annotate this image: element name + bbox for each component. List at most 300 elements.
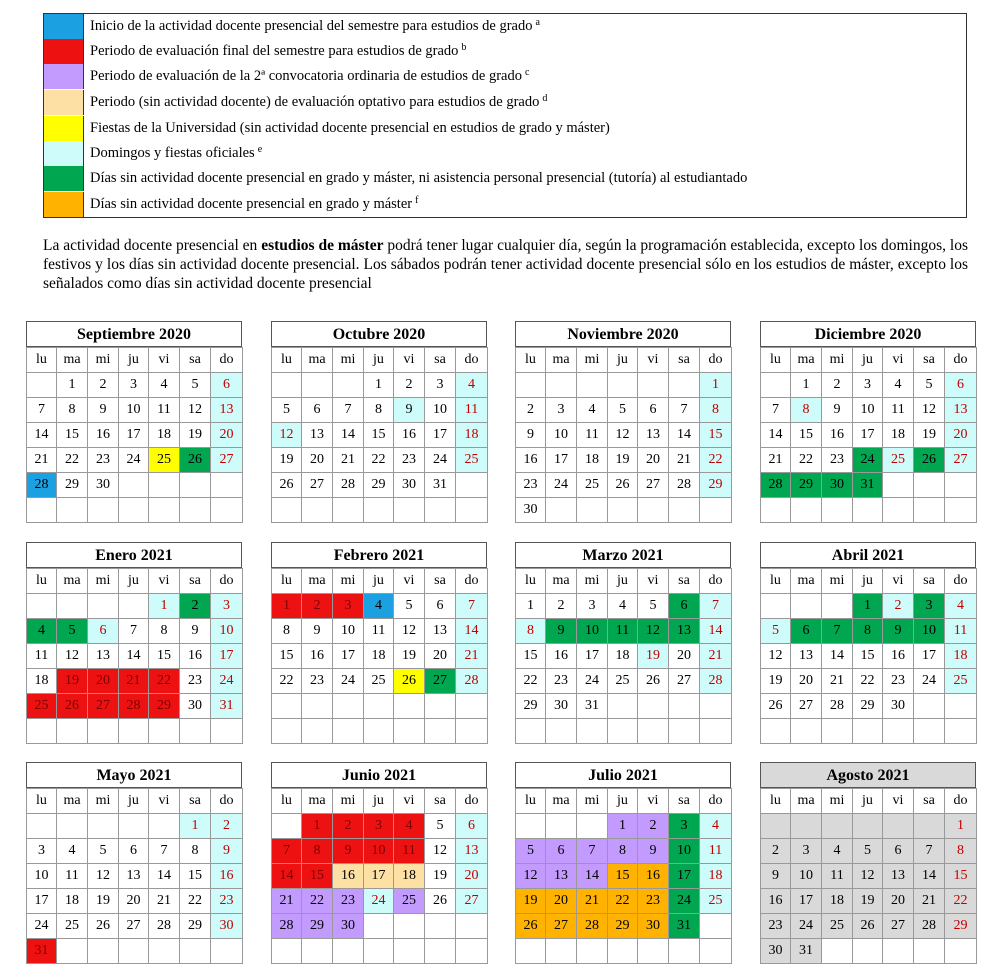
day-cell: 14 (271, 863, 302, 889)
empty-day-cell (455, 472, 488, 498)
day-cell: 26 (179, 447, 211, 473)
day-cell: 28 (913, 913, 945, 939)
day-cell: 1 (699, 372, 732, 398)
empty-day-cell (87, 813, 119, 839)
day-cell: 17 (363, 863, 394, 889)
day-cell: 13 (87, 643, 119, 669)
day-cell: 3 (913, 593, 945, 619)
legend-item (44, 166, 966, 191)
top-cropped-heading (0, 0, 1000, 8)
day-cell: 16 (545, 643, 577, 669)
day-cell: 23 (760, 913, 791, 939)
empty-day-cell (913, 813, 945, 839)
day-cell: 25 (148, 447, 180, 473)
month-calendar (271, 762, 487, 940)
day-cell: 16 (179, 643, 211, 669)
empty-day-cell (424, 913, 456, 939)
weekday-header: mi (576, 788, 608, 814)
day-cell: 23 (882, 668, 914, 694)
day-cell: 16 (515, 447, 546, 473)
month-title: Diciembre 2020 (760, 321, 976, 347)
day-cell: 1 (790, 372, 822, 398)
weekday-header: mi (821, 347, 853, 373)
weekday-header: ju (118, 568, 149, 594)
weekday-header: do (210, 788, 243, 814)
day-cell: 29 (944, 913, 977, 939)
day-cell: 6 (790, 618, 822, 644)
day-cell: 25 (56, 913, 88, 939)
day-cell: 23 (393, 447, 425, 473)
day-cell: 26 (607, 472, 638, 498)
weekday-header: vi (637, 568, 669, 594)
day-cell: 25 (455, 447, 488, 473)
day-cell: 24 (668, 888, 700, 914)
day-cell: 16 (882, 643, 914, 669)
day-cell: 27 (668, 668, 700, 694)
empty-day-cell (455, 693, 488, 719)
empty-day-cell (332, 497, 364, 523)
day-cell: 2 (179, 593, 211, 619)
weekday-header: do (210, 347, 243, 373)
empty-day-cell (26, 813, 57, 839)
legend-footnote-mark: e (257, 144, 263, 155)
day-cell: 11 (363, 618, 394, 644)
weekday-header: sa (179, 347, 211, 373)
day-cell: 20 (210, 422, 243, 448)
day-cell: 10 (790, 863, 822, 889)
month-calendar (760, 762, 976, 958)
day-cell: 22 (179, 888, 211, 914)
weekday-header: sa (668, 347, 700, 373)
legend-label (90, 120, 610, 137)
day-cell: 17 (576, 643, 608, 669)
empty-day-cell (576, 813, 608, 839)
weekday-header: sa (913, 788, 945, 814)
day-cell: 27 (87, 693, 119, 719)
weekday-header: do (210, 568, 243, 594)
weekday-header: mi (821, 568, 853, 594)
day-cell: 30 (210, 913, 243, 939)
day-cell: 26 (87, 913, 119, 939)
day-cell: 9 (637, 838, 669, 864)
empty-day-cell (944, 938, 977, 964)
empty-day-cell (56, 813, 88, 839)
weekday-header: ma (545, 568, 577, 594)
day-cell: 7 (668, 397, 700, 423)
day-cell: 17 (913, 643, 945, 669)
day-cell: 29 (790, 472, 822, 498)
empty-day-cell (637, 497, 669, 523)
day-cell: 9 (301, 618, 333, 644)
day-cell: 4 (363, 593, 394, 619)
empty-day-cell (545, 938, 577, 964)
day-cell: 18 (576, 447, 608, 473)
legend-label (90, 43, 466, 60)
day-cell: 6 (545, 838, 577, 864)
empty-day-cell (148, 813, 180, 839)
day-cell: 18 (393, 863, 425, 889)
day-cell: 18 (607, 643, 638, 669)
day-cell: 3 (363, 813, 394, 839)
day-cell: 27 (637, 472, 669, 498)
day-cell: 30 (393, 472, 425, 498)
month-calendar (26, 321, 242, 499)
legend-footnote-mark: f (415, 195, 419, 206)
day-cell: 30 (821, 472, 853, 498)
day-cell: 30 (882, 693, 914, 719)
empty-day-cell (882, 497, 914, 523)
day-cell: 26 (637, 668, 669, 694)
day-cell: 18 (148, 422, 180, 448)
day-cell: 19 (607, 447, 638, 473)
day-cell: 5 (87, 838, 119, 864)
empty-day-cell (852, 813, 883, 839)
day-cell: 24 (363, 888, 394, 914)
day-cell: 10 (363, 838, 394, 864)
day-cell: 3 (424, 372, 456, 398)
day-cell: 26 (852, 913, 883, 939)
empty-day-cell (668, 938, 700, 964)
legend-footnote-mark: b (461, 42, 467, 53)
legend-label (90, 145, 262, 162)
master-note (43, 236, 968, 293)
day-cell: 19 (271, 447, 302, 473)
weekday-header: mi (87, 568, 119, 594)
day-cell: 23 (87, 447, 119, 473)
weekday-header: ju (607, 568, 638, 594)
weekday-header: sa (913, 347, 945, 373)
empty-day-cell (393, 693, 425, 719)
empty-day-cell (576, 718, 608, 744)
day-cell: 22 (607, 888, 638, 914)
day-cell: 15 (179, 863, 211, 889)
day-cell: 11 (56, 863, 88, 889)
empty-day-cell (668, 372, 700, 398)
weekday-header: ma (301, 568, 333, 594)
empty-day-cell (363, 718, 394, 744)
empty-day-cell (760, 497, 791, 523)
day-cell: 5 (913, 372, 945, 398)
day-cell: 20 (87, 668, 119, 694)
day-cell: 21 (455, 643, 488, 669)
empty-day-cell (944, 693, 977, 719)
day-cell: 2 (210, 813, 243, 839)
empty-day-cell (699, 913, 732, 939)
day-cell: 27 (545, 913, 577, 939)
weekday-header: ju (118, 347, 149, 373)
day-cell: 7 (455, 593, 488, 619)
empty-day-cell (760, 593, 791, 619)
weekday-header: vi (393, 788, 425, 814)
day-cell: 22 (852, 668, 883, 694)
note-text-bold: estudios de máster (261, 237, 384, 254)
day-cell: 16 (821, 422, 853, 448)
day-cell: 24 (424, 447, 456, 473)
day-cell: 19 (852, 888, 883, 914)
day-cell: 5 (424, 813, 456, 839)
day-cell: 6 (944, 372, 977, 398)
empty-day-cell (271, 813, 302, 839)
month-title: Febrero 2021 (271, 542, 487, 568)
day-cell: 25 (944, 668, 977, 694)
weekday-header: ma (790, 347, 822, 373)
day-cell: 11 (821, 863, 853, 889)
day-cell: 4 (944, 593, 977, 619)
empty-day-cell (515, 938, 546, 964)
day-cell: 25 (882, 447, 914, 473)
day-cell: 17 (790, 888, 822, 914)
day-cell: 10 (852, 397, 883, 423)
empty-day-cell (455, 913, 488, 939)
empty-day-cell (760, 813, 791, 839)
day-cell: 9 (882, 618, 914, 644)
empty-day-cell (271, 372, 302, 398)
legend-swatch (44, 14, 84, 39)
day-cell: 24 (576, 668, 608, 694)
day-cell: 26 (393, 668, 425, 694)
legend-swatch (44, 166, 84, 191)
day-cell: 20 (637, 447, 669, 473)
weekday-header: ju (363, 568, 394, 594)
day-cell: 19 (56, 668, 88, 694)
day-cell: 28 (576, 913, 608, 939)
empty-day-cell (882, 938, 914, 964)
day-cell: 15 (944, 863, 977, 889)
day-cell: 3 (545, 397, 577, 423)
empty-day-cell (699, 497, 732, 523)
day-cell: 26 (424, 888, 456, 914)
empty-day-cell (607, 718, 638, 744)
day-cell: 26 (760, 693, 791, 719)
day-cell: 21 (668, 447, 700, 473)
day-cell: 23 (210, 888, 243, 914)
day-cell: 30 (545, 693, 577, 719)
empty-day-cell (455, 497, 488, 523)
day-cell: 29 (852, 693, 883, 719)
day-cell: 6 (455, 813, 488, 839)
weekday-header: lu (515, 568, 546, 594)
day-cell: 31 (668, 913, 700, 939)
month-title: Octubre 2020 (271, 321, 487, 347)
empty-day-cell (944, 718, 977, 744)
day-cell: 28 (699, 668, 732, 694)
empty-day-cell (424, 693, 456, 719)
weekday-header: do (699, 788, 732, 814)
day-cell: 8 (699, 397, 732, 423)
day-cell: 24 (913, 668, 945, 694)
day-cell: 14 (148, 863, 180, 889)
day-cell: 12 (424, 838, 456, 864)
day-cell: 2 (87, 372, 119, 398)
day-cell: 14 (913, 863, 945, 889)
day-cell: 18 (363, 643, 394, 669)
day-cell: 13 (118, 863, 149, 889)
day-cell: 8 (179, 838, 211, 864)
month-calendar (760, 542, 976, 720)
day-cell: 21 (271, 888, 302, 914)
day-cell: 27 (944, 447, 977, 473)
day-cell: 15 (363, 422, 394, 448)
day-cell: 5 (515, 838, 546, 864)
weekday-header: vi (882, 788, 914, 814)
day-cell: 5 (271, 397, 302, 423)
legend-item (44, 39, 966, 64)
day-cell: 29 (515, 693, 546, 719)
day-cell: 7 (332, 397, 364, 423)
weekday-header: lu (515, 788, 546, 814)
day-cell: 2 (515, 397, 546, 423)
day-cell: 12 (607, 422, 638, 448)
empty-day-cell (332, 693, 364, 719)
day-cell: 26 (271, 472, 302, 498)
weekday-header: ju (363, 347, 394, 373)
empty-day-cell (271, 938, 302, 964)
day-cell: 21 (821, 668, 853, 694)
day-cell: 7 (118, 618, 149, 644)
day-cell: 27 (210, 447, 243, 473)
day-cell: 8 (56, 397, 88, 423)
empty-day-cell (637, 693, 669, 719)
day-cell: 1 (148, 593, 180, 619)
day-cell: 2 (760, 838, 791, 864)
empty-day-cell (637, 938, 669, 964)
day-cell: 29 (301, 913, 333, 939)
legend-footnote-mark: d (542, 93, 548, 104)
day-cell: 14 (699, 618, 732, 644)
weekday-header: ju (607, 788, 638, 814)
legend-text: Periodo de evaluación de la 2ª convocatoria ordinaria de estudios de grado (90, 68, 522, 84)
weekday-header: ma (56, 788, 88, 814)
note-text-b: podrá tener lugar cualquier día, según la programación establecida, excepto los domingos, los festivos y los días sin actividad docente presencial. Los sábados podrán tener actividad docente presencial sólo en los estudios de máster, excepto los señalados como días sin actividad docente presencial (43, 237, 968, 292)
day-cell: 23 (821, 447, 853, 473)
empty-day-cell (148, 472, 180, 498)
day-cell: 12 (56, 643, 88, 669)
day-cell: 11 (699, 838, 732, 864)
day-cell: 6 (301, 397, 333, 423)
weekday-header: sa (668, 568, 700, 594)
day-cell: 20 (118, 888, 149, 914)
empty-day-cell (363, 938, 394, 964)
day-cell: 25 (699, 888, 732, 914)
day-cell: 29 (56, 472, 88, 498)
day-cell: 28 (332, 472, 364, 498)
day-cell: 3 (668, 813, 700, 839)
empty-day-cell (332, 718, 364, 744)
day-cell: 10 (424, 397, 456, 423)
day-cell: 4 (148, 372, 180, 398)
weekday-header: mi (576, 347, 608, 373)
day-cell: 20 (545, 888, 577, 914)
day-cell: 20 (424, 643, 456, 669)
empty-day-cell (790, 497, 822, 523)
legend-swatch (44, 64, 84, 89)
month-calendar (515, 321, 731, 517)
empty-day-cell (637, 718, 669, 744)
day-cell: 30 (179, 693, 211, 719)
day-cell: 23 (515, 472, 546, 498)
day-cell: 30 (515, 497, 546, 523)
day-cell: 23 (301, 668, 333, 694)
day-cell: 1 (607, 813, 638, 839)
day-cell: 3 (576, 593, 608, 619)
legend-text: Periodo (sin actividad docente) de evaluación optativo para estudios de grado (90, 94, 540, 110)
empty-day-cell (668, 497, 700, 523)
day-cell: 2 (393, 372, 425, 398)
day-cell: 22 (944, 888, 977, 914)
day-cell: 18 (56, 888, 88, 914)
empty-day-cell (87, 593, 119, 619)
day-cell: 28 (668, 472, 700, 498)
legend-item (44, 90, 966, 115)
empty-day-cell (424, 938, 456, 964)
day-cell: 31 (576, 693, 608, 719)
day-cell: 20 (944, 422, 977, 448)
month-title: Mayo 2021 (26, 762, 242, 788)
day-cell: 10 (26, 863, 57, 889)
month-title: Julio 2021 (515, 762, 731, 788)
day-cell: 11 (455, 397, 488, 423)
day-cell: 31 (852, 472, 883, 498)
day-cell: 19 (760, 668, 791, 694)
weekday-header: lu (271, 568, 302, 594)
weekday-header: ma (301, 788, 333, 814)
weekday-header: do (455, 347, 488, 373)
empty-day-cell (944, 472, 977, 498)
day-cell: 2 (301, 593, 333, 619)
day-cell: 4 (882, 372, 914, 398)
day-cell: 7 (26, 397, 57, 423)
day-cell: 8 (852, 618, 883, 644)
empty-day-cell (118, 593, 149, 619)
empty-day-cell (393, 497, 425, 523)
day-cell: 28 (118, 693, 149, 719)
day-cell: 18 (882, 422, 914, 448)
day-cell: 5 (760, 618, 791, 644)
note-text-a: La actividad docente presencial en (43, 237, 262, 254)
day-cell: 23 (545, 668, 577, 694)
empty-day-cell (455, 718, 488, 744)
day-cell: 23 (637, 888, 669, 914)
weekday-header: ju (852, 788, 883, 814)
day-cell: 23 (332, 888, 364, 914)
day-cell: 28 (26, 472, 57, 498)
weekday-header: mi (332, 347, 364, 373)
empty-day-cell (882, 472, 914, 498)
day-cell: 21 (576, 888, 608, 914)
weekday-header: vi (393, 347, 425, 373)
day-cell: 13 (210, 397, 243, 423)
day-cell: 3 (790, 838, 822, 864)
empty-day-cell (790, 718, 822, 744)
day-cell: 18 (26, 668, 57, 694)
day-cell: 19 (179, 422, 211, 448)
day-cell: 13 (455, 838, 488, 864)
empty-day-cell (332, 372, 364, 398)
day-cell: 8 (790, 397, 822, 423)
empty-day-cell (668, 718, 700, 744)
day-cell: 6 (637, 397, 669, 423)
day-cell: 22 (148, 668, 180, 694)
day-cell: 1 (301, 813, 333, 839)
day-cell: 6 (118, 838, 149, 864)
weekday-header: mi (821, 788, 853, 814)
legend-swatch (44, 141, 84, 166)
day-cell: 1 (56, 372, 88, 398)
day-cell: 19 (515, 888, 546, 914)
day-cell: 15 (607, 863, 638, 889)
day-cell: 8 (515, 618, 546, 644)
empty-day-cell (637, 372, 669, 398)
